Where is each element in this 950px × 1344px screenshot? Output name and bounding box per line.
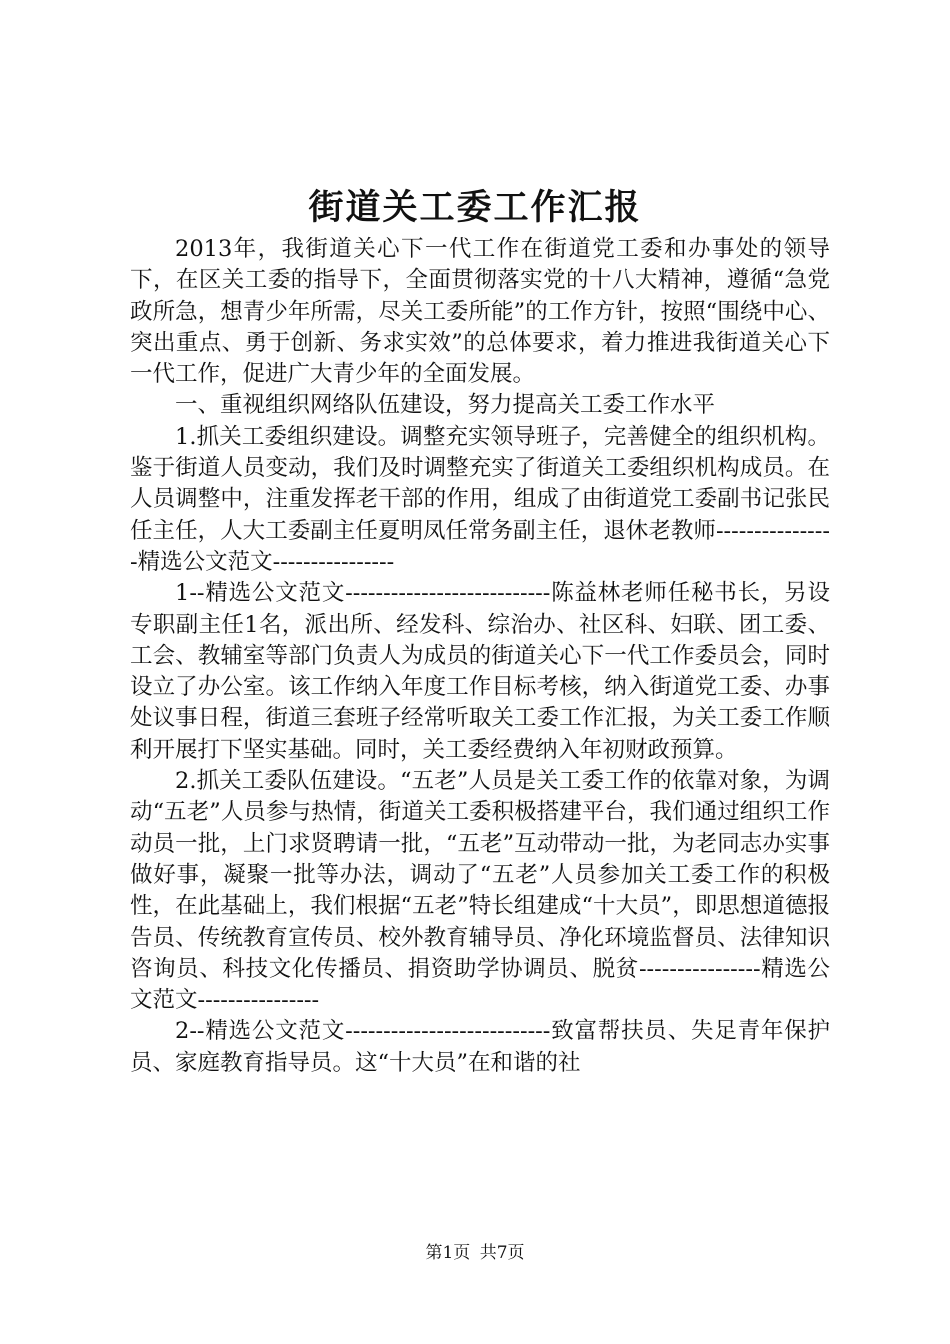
paragraph-team-building: 2.抓关工委队伍建设。“五老”人员是关工委工作的依靠对象，为调动“五老”人员参与热情，街道关工委积极搭建平台，我们通过组织工作动员一批，上门求贤聘请一批，“五老”互动带动一批，为老同志办实事做好事，凝聚一批等办法，调动了“五老”人员参加关工委工作的积极性，在此基础上，我们根据“五老”特长组建成“十大员”，即思想道德报告员、传统教育宣传员、校外教育辅导员、净化环境监督员、法律知识咨询员、科技文化传播员、捐资助学协调员、脱贫----------------精选公文范文---------------- — [130, 768, 830, 1014]
document-body — [130, 234, 830, 1079]
paragraph-org-building: 1.抓关工委组织建设。调整充实领导班子，完善健全的组织机构。鉴于街道人员变动，我们及时调整充实了街道关工委组织机构成员。在人员调整中，注重发挥老干部的作用，组成了由街道党工委副书记张民任主任，人大工委副主任夏明凤任常务副主任，退休老教师----------------精选公文范文---------------- — [130, 423, 830, 575]
paragraph-team-building-cont: 2--精选公文范文---------------------------致富帮扶员、失足青年保护员、家庭教育指导员。这“十大员”在和谐的社 — [130, 1018, 830, 1076]
page-total: 共7页 — [479, 1243, 525, 1263]
page-footer — [0, 1242, 950, 1264]
page-number: 第1页 — [425, 1243, 471, 1263]
section-heading-1: 一、重视组织网络队伍建设，努力提高关工委工作水平 — [175, 392, 716, 419]
document-title: 街道关工委工作汇报 — [308, 187, 642, 228]
paragraph-org-building-cont: 1--精选公文范文---------------------------陈益林老师任秘书长，另设专职副主任1名，派出所、经发科、综治办、社区科、妇联、团工委、工会、教辅室等部门负责人为成员的街道关心下一代工作委员会，同时设立了办公室。该工作纳入年度工作目标考核，纳入街道党工委、办事处议事日程，街道三套班子经常听取关工委工作汇报，为关工委工作顺利开展打下坚实基础。同时，关工委经费纳入年初财政预算。 — [130, 580, 830, 763]
paragraph-intro: 2013年，我街道关心下一代工作在街道党工委和办事处的领导下，在区关工委的指导下，全面贯彻落实党的十八大精神，遵循“急党政所急，想青少年所需，尽关工委所能”的工作方针，按照“围绕中心、突出重点、勇于创新、务求实效”的总体要求，着力推进我街道关心下一代工作，促进广大青少年的全面发展。 — [130, 236, 830, 388]
